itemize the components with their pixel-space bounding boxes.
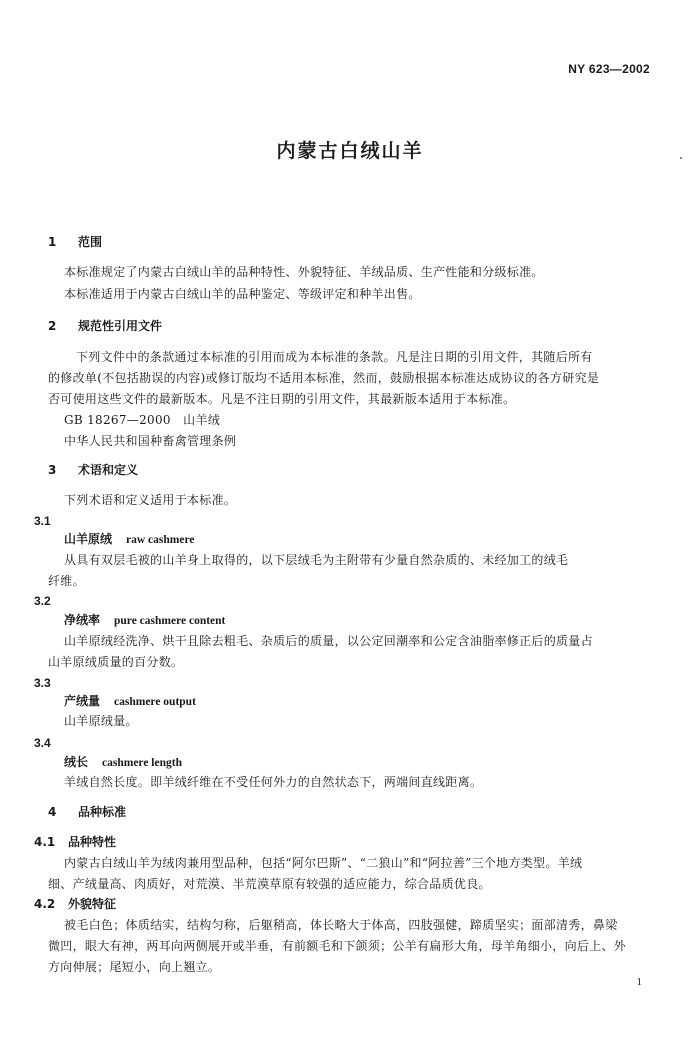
term-3-3-definition: 山羊原绒量。 (64, 714, 138, 728)
term-3-1-definition-line-1: 从具有双层毛被的山羊身上取得的，以下层绒毛为主附带有少量自然杂质的、未经加工的绒毛 (64, 553, 569, 567)
term-3-2-number: 3.2 (34, 594, 51, 608)
scan-speck (680, 157, 682, 159)
section-2-paragraph-line-2: 的修改单(不包括勘误的内容)或修订版均不适用本标准，然而，鼓励根据本标准达成协议的各方研究是 (48, 371, 600, 385)
section-1-heading: 1 范围 (48, 235, 103, 249)
term-3-3: 产绒量 cashmere output (64, 694, 196, 708)
standard-code: NY 623—2002 (568, 62, 650, 76)
page-title: 内蒙古白绒山羊 (276, 140, 424, 162)
term-3-1-number: 3.1 (34, 514, 51, 528)
section-1-paragraph-1: 本标准规定了内蒙古白绒山羊的品种特性、外貌特征、羊绒品质、生产性能和分级标准。 (64, 265, 544, 279)
term-3-2-definition-line-1: 山羊原绒经洗净、烘干且除去粗毛、杂质后的质量，以公定回潮率和公定含油脂率修正后的质量占 (64, 634, 593, 648)
term-3-2-definition-line-2: 山羊原绒质量的百分数。 (48, 655, 184, 669)
section-2-paragraph-line-1: 下列文件中的条款通过本标准的引用而成为本标准的条款。凡是注日期的引用文件，其随后所有 (76, 350, 593, 364)
term-3-4-number: 3.4 (34, 736, 51, 750)
section-4-heading: 4 品种标准 (48, 805, 127, 819)
section-3-intro: 下列术语和定义适用于本标准。 (64, 493, 237, 507)
section-3-heading: 3 术语和定义 (48, 463, 139, 477)
section-1-paragraph-2: 本标准适用于内蒙古白绒山羊的品种鉴定、等级评定和种羊出售。 (64, 287, 421, 301)
section-2-paragraph-line-3: 否可使用这些文件的最新版本。凡是不注日期的引用文件，其最新版本适用于本标准。 (48, 392, 516, 406)
term-3-4-definition: 羊绒自然长度。即羊绒纤维在不受任何外力的自然状态下，两端间直线距离。 (64, 775, 483, 789)
term-3-3-number: 3.3 (34, 676, 51, 690)
section-4-1-heading: 4.1 品种特性 (34, 835, 117, 849)
section-4-1-line-2: 细、产绒量高、肉质好，对荒漠、半荒漠草原有较强的适应能力，综合品质优良。 (48, 877, 491, 891)
page-number: 1 (636, 976, 642, 988)
section-4-2-line-3: 方向伸展；尾短小，向上翘立。 (48, 960, 221, 974)
reference-gb18267: GB 18267—2000 山羊绒 (64, 413, 221, 427)
term-3-1: 山羊原绒 raw cashmere (64, 532, 195, 546)
term-3-2: 净绒率 pure cashmere content (64, 613, 226, 627)
section-2-heading: 2 规范性引用文件 (48, 319, 163, 333)
term-3-4: 绒长 cashmere length (64, 755, 182, 769)
section-4-2-line-2: 微凹，眼大有神，两耳向两侧展开或半垂，有前额毛和下颌须；公羊有扁形大角，母羊角细小，向后上、外 (48, 939, 627, 953)
section-4-2-line-1: 被毛白色；体质结实，结构匀称，后躯稍高，体长略大于体高，四肢强健，蹄质坚实；面部清秀，鼻梁 (64, 918, 618, 932)
section-4-2-heading: 4.2 外貌特征 (34, 897, 117, 911)
section-4-1-line-1: 内蒙古白绒山羊为绒肉兼用型品种，包括“阿尔巴斯”、“二狼山”和“阿拉善”三个地方类型。羊绒 (64, 856, 583, 870)
term-3-1-definition-line-2: 纤维。 (48, 574, 85, 588)
reference-regulation: 中华人民共和国种畜禽管理条例 (64, 434, 237, 448)
